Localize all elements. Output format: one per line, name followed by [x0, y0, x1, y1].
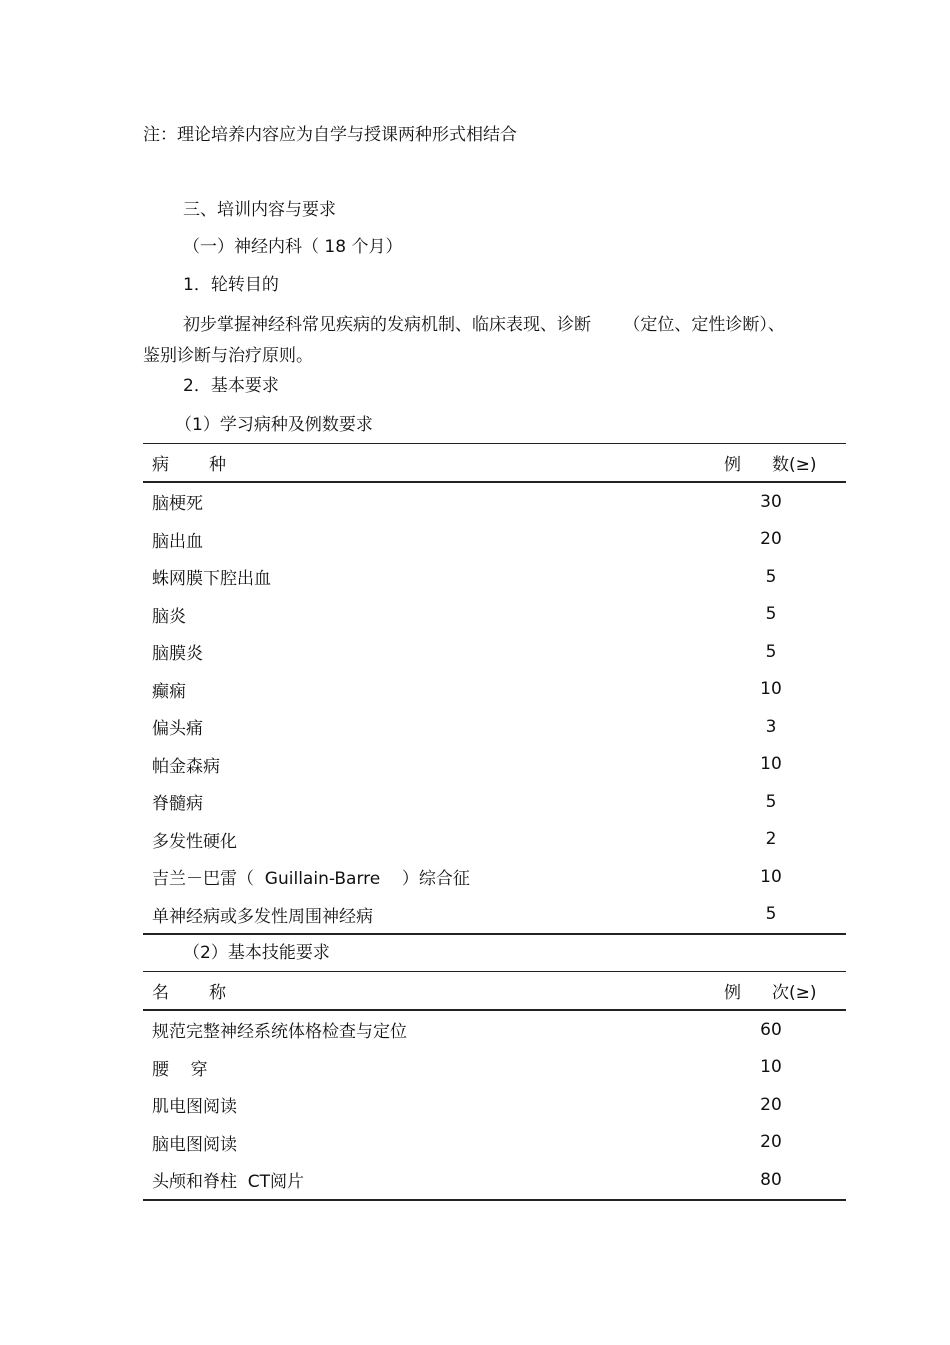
row-count: 10	[760, 1057, 782, 1078]
row-count: 10	[760, 754, 782, 775]
table-row	[143, 708, 846, 746]
table-row	[143, 521, 846, 559]
note-text: 注：理论培养内容应为自学与授课两种形式相结合	[143, 125, 517, 145]
skill-requirements-table	[143, 971, 846, 1201]
table-row	[143, 633, 846, 671]
row-count: 20	[760, 1132, 782, 1153]
row-name: 脑梗死	[152, 494, 203, 515]
row-count: 3	[765, 716, 777, 737]
item1-title: 1．轮转目的	[183, 275, 279, 295]
row-name: 脑膜炎	[152, 644, 203, 665]
table-row	[143, 1010, 846, 1049]
table-row	[143, 783, 846, 821]
skill-table-body	[143, 1010, 846, 1200]
disease-table-body	[143, 482, 846, 934]
row-count: 20	[760, 1094, 782, 1115]
table-row	[143, 746, 846, 784]
row-name: 癫痫	[152, 681, 186, 702]
row-count: 80	[760, 1169, 782, 1190]
row-count: 5	[765, 566, 777, 587]
row-name: 帕金森病	[152, 756, 220, 777]
table-header-row	[143, 444, 846, 483]
row-name: 吉兰－巴雷（ Guillain-Barre ）综合征	[152, 869, 470, 890]
table-row	[143, 671, 846, 709]
table-row	[143, 896, 846, 935]
row-count: 5	[765, 791, 777, 812]
row-name: 多发性硬化	[152, 831, 237, 852]
header-case-count: 例 数(≥)	[724, 455, 817, 475]
header-times: 例 次(≥)	[724, 983, 817, 1003]
row-count: 30	[760, 491, 782, 512]
header-disease: 病 种	[152, 455, 226, 475]
row-count: 5	[765, 904, 777, 925]
row-name: 腰 穿	[152, 1059, 208, 1080]
table-row	[143, 858, 846, 896]
row-count: 10	[760, 866, 782, 887]
header-skill-name: 名 称	[152, 983, 226, 1003]
row-count: 60	[760, 1019, 782, 1040]
row-name: 偏头痛	[152, 719, 203, 740]
row-name: 单神经病或多发性周围神经病	[152, 906, 373, 927]
row-name: 蛛网膜下腔出血	[152, 569, 271, 590]
table-row	[143, 482, 846, 521]
row-count: 5	[765, 641, 777, 662]
row-name: 肌电图阅读	[152, 1097, 237, 1118]
table-row	[143, 1086, 846, 1124]
table-row	[143, 1161, 846, 1200]
row-name: 脊髓病	[152, 794, 203, 815]
table-row	[143, 1049, 846, 1087]
section-title: 三、培训内容与要求	[183, 200, 336, 220]
row-count: 20	[760, 529, 782, 550]
item1-text-line1: 初步掌握神经科常见疾病的发病机制、临床表现、诊断 （定位、定性诊断）、	[183, 315, 785, 335]
row-name: 脑炎	[152, 606, 186, 627]
row-count: 2	[765, 829, 777, 850]
item2-title: 2．基本要求	[183, 376, 279, 396]
row-count: 5	[765, 604, 777, 625]
row-name: 脑电图阅读	[152, 1134, 237, 1155]
table-row	[143, 596, 846, 634]
row-count: 10	[760, 679, 782, 700]
row-name: 头颅和脊柱 CT阅片	[152, 1172, 305, 1193]
table-header-row	[143, 972, 846, 1011]
disease-requirements-table	[143, 443, 846, 935]
item1-text-line2: 鉴别诊断与治疗原则。	[143, 346, 313, 366]
table1-caption: （1）学习病种及例数要求	[175, 415, 373, 435]
table2-caption: （2）基本技能要求	[183, 943, 330, 963]
table-row	[143, 558, 846, 596]
table-row	[143, 821, 846, 859]
row-name: 规范完整神经系统体格检查与定位	[152, 1022, 407, 1043]
row-name: 脑出血	[152, 531, 203, 552]
table-row	[143, 1124, 846, 1162]
subsection-title: （一）神经内科（ 18 个月）	[183, 237, 403, 257]
